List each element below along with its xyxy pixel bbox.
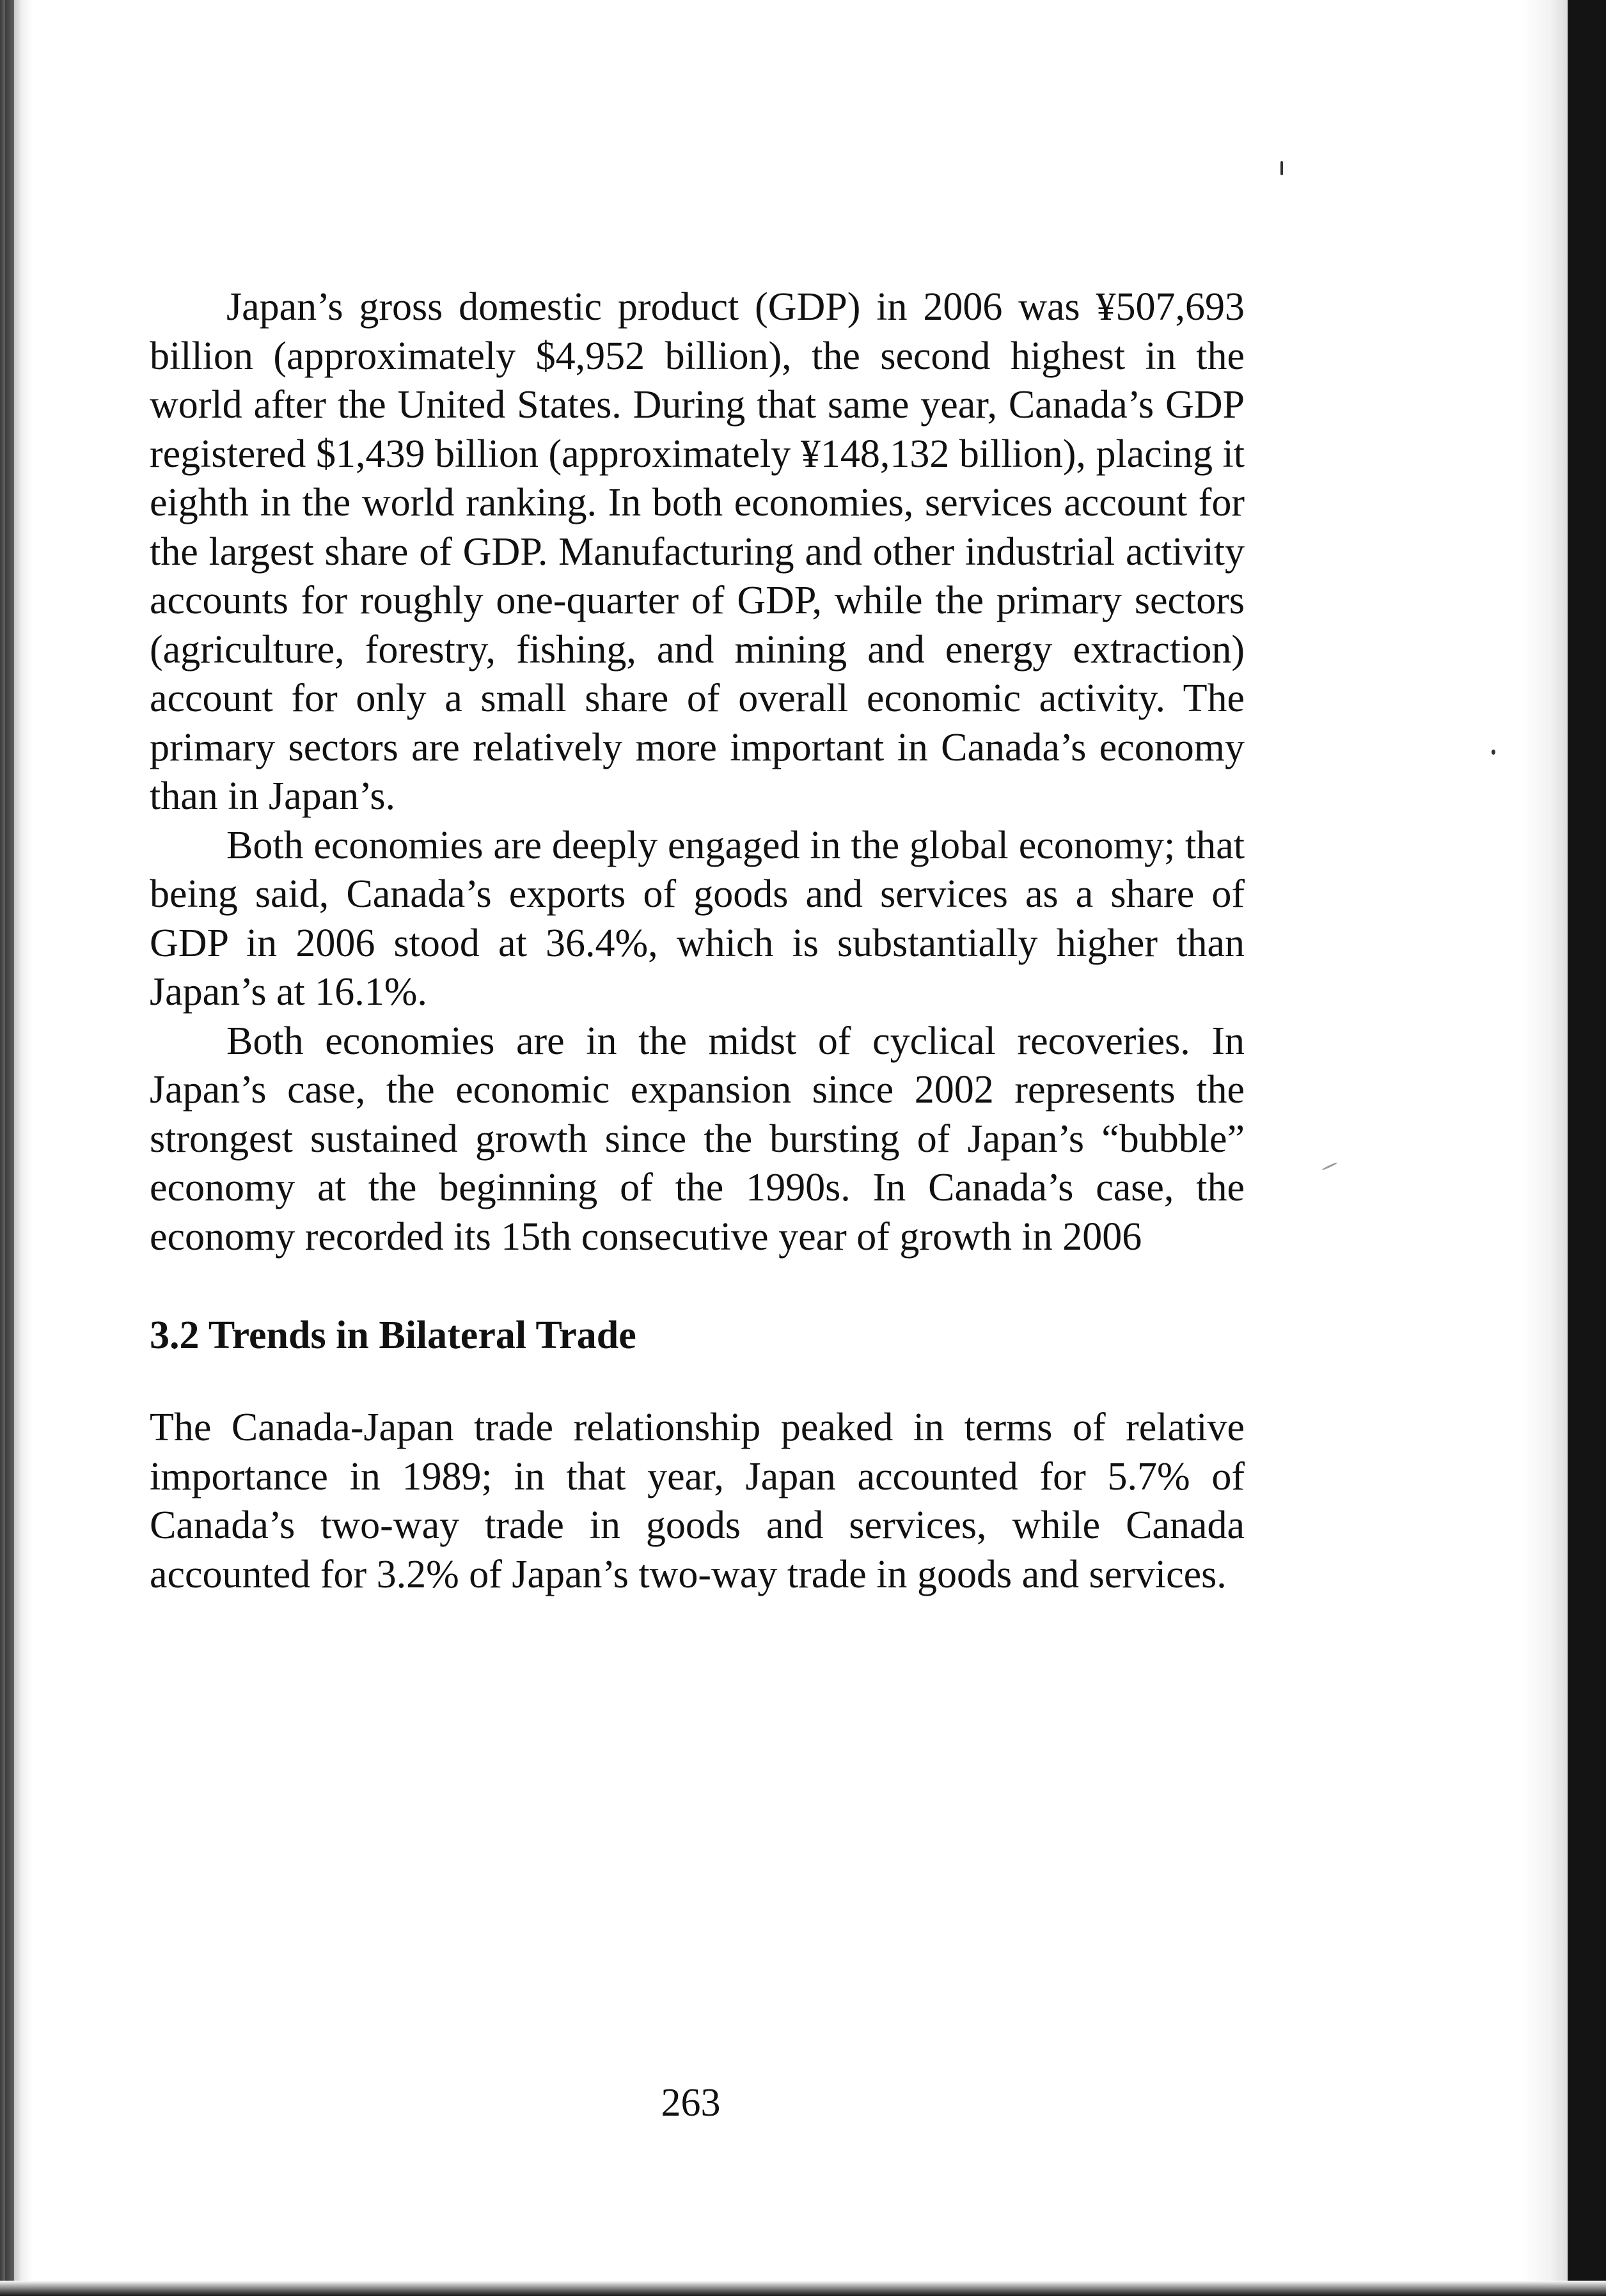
scan-speck: [1280, 161, 1283, 175]
section-heading: 3.2 Trends in Bilateral Trade: [150, 1314, 636, 1357]
scan-bottom-border: [0, 2281, 1606, 2296]
paragraph-global-engagement: Both economies are deeply engaged in the global economy; that being said, Canada’s exports of goods and services as a share of GDP in 2006 stood at 36.4%, which is substantially higher than Japan’s at 16.1%.: [150, 823, 1245, 1014]
paragraph-cyclical-recoveries: Both economies are in the midst of cyclical recoveries. In Japan’s case, the economic expansion since 2002 represents the strongest sustained growth since the bursting of Japan’s “bubble” economy at the beginning of the 1990s. In Canada’s case, the economy recorded its 15th consecutive year of growth in 2006: [150, 1019, 1245, 1259]
scan-right-border: [1568, 0, 1606, 2296]
scan-speck: [1492, 750, 1495, 755]
scan-binding-shadow: [5, 0, 14, 2296]
paragraph-gdp-comparison: Japan’s gross domestic product (GDP) in 2006 was ¥507,693 billion (approximately $4,952 billion), the second highest in the world after the United States. During that same year, Canada’s GDP registered $1,439 billion (approximately ¥148,132 billion), placing it eighth in the world ranking. In both economies, services account for the largest share of GDP. Manufacturing and other industrial activity accounts for roughly one-quarter of GDP, while the primary sectors (agriculture, forestry, fishing, and mining and energy extraction) account for only a small share of overall economic activity. The primary sectors are relatively more important in Canada’s economy than in Japan’s.: [150, 285, 1245, 818]
scan-right-shadow: [1523, 0, 1568, 2296]
paragraph-bilateral-trade: The Canada-Japan trade relationship peaked in terms of relative importance in 1989; in that year, Japan accounted for 5.7% of Canada’s two-way trade in goods and services, while Canada accounted for 3.2% of Japan’s two-way trade in goods and services.: [150, 1406, 1245, 1596]
page-body: [150, 283, 1245, 1599]
scan-speck: [1322, 1162, 1338, 1171]
page-number: 263: [661, 2081, 721, 2125]
